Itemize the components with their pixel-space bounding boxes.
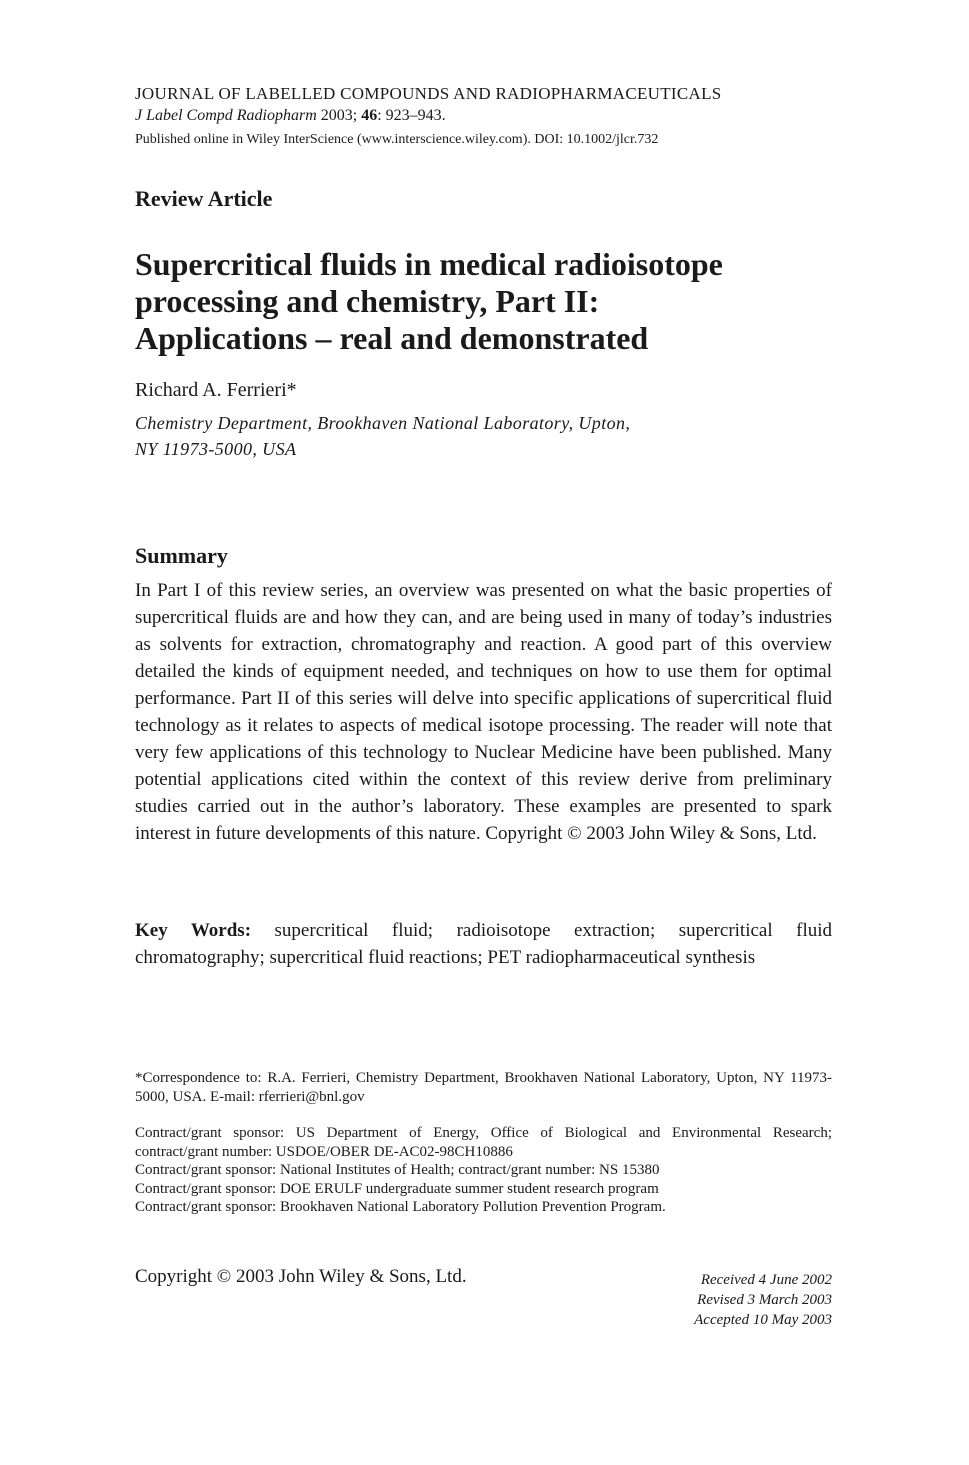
journal-citation xyxy=(135,107,446,125)
article-dates xyxy=(694,1270,832,1330)
author-name: Richard A. Ferrieri* xyxy=(135,379,297,401)
grant-sponsor-line: Contract/grant sponsor: Brookhaven National Laboratory Pollution Prevention Program. xyxy=(135,1199,666,1215)
affiliation-line: Chemistry Department, Brookhaven National Laboratory, Upton, xyxy=(135,413,631,433)
grant-sponsor-line: Contract/grant sponsor: DOE ERULF undergraduate summer student research program xyxy=(135,1180,659,1197)
key-words-text: supercritical fluid; radioisotope extraction; supercritical fluid chromatography; supercritical fluid reactions; PET radiopharmaceutical synthesis xyxy=(135,920,832,968)
summary-heading: Summary xyxy=(135,543,228,568)
summary-text: In Part I of this review series, an overview was presented on what the basic properties of supercritical fluids are and how they can, and are being used in many of today’s industries as solvents for extraction, chromatography and reaction. A good part of this overview detailed the kinds of equipment needed, and techniques on how to use them for optimal performance. Part II of this series will delve into specific applications of supercritical fluid technology as it relates to aspects of medical isotope processing. The reader will note that very few applications of this technology to Nuclear Medicine have been published. Many potential applications cited within the context of this review derive from preliminary studies carried out in the author’s laboratory. These examples are presented to spark interest in future developments of this nature. Copyright © 2003 John Wiley & Sons, Ltd. xyxy=(135,580,832,844)
received-date: Received 4 June 2002 xyxy=(700,1272,832,1288)
affiliation-line: NY 11973-5000, USA xyxy=(135,439,297,459)
title-line: processing and chemistry, Part II: xyxy=(135,283,600,319)
accepted-date: Accepted 10 May 2003 xyxy=(694,1312,832,1328)
title-line: Applications – real and demonstrated xyxy=(135,320,649,356)
footnotes xyxy=(135,1069,832,1217)
title-line: Supercritical fluids in medical radioisotope xyxy=(135,246,723,282)
citation-pages: : 923–943. xyxy=(377,107,446,124)
revised-date: Revised 3 March 2003 xyxy=(697,1292,832,1308)
article-type: Review Article xyxy=(135,186,273,211)
copyright-notice: Copyright © 2003 John Wiley & Sons, Ltd. xyxy=(135,1266,467,1287)
citation-journal: J Label Compd Radiopharm xyxy=(135,107,317,124)
article-title xyxy=(135,246,832,357)
published-online-line: Published online in Wiley InterScience (www.interscience.wiley.com). DOI: 10.1002/jlcr.732 xyxy=(135,132,659,147)
grant-sponsor-line: Contract/grant sponsor: National Institutes of Health; contract/grant number: NS 15380 xyxy=(135,1162,660,1178)
journal-name: JOURNAL OF LABELLED COMPOUNDS AND RADIOPHARMACEUTICALS xyxy=(135,84,722,103)
citation-volume: 46 xyxy=(361,107,378,124)
author-affiliation xyxy=(135,410,630,462)
correspondence-footnote: *Correspondence to: R.A. Ferrieri, Chemistry Department, Brookhaven National Laboratory, Upton, NY 11973-5000, USA. E-mail: rferrieri@bnl.gov xyxy=(135,1070,832,1105)
grant-sponsor-line: Contract/grant sponsor: US Department of Energy, Office of Biological and Environmental Research; contract/grant number: USDOE/OBER DE-AC02-98CH10886 xyxy=(135,1125,832,1160)
key-words xyxy=(135,917,832,971)
key-words-label: Key Words: xyxy=(135,920,252,941)
citation-year: 2003; xyxy=(316,107,362,124)
